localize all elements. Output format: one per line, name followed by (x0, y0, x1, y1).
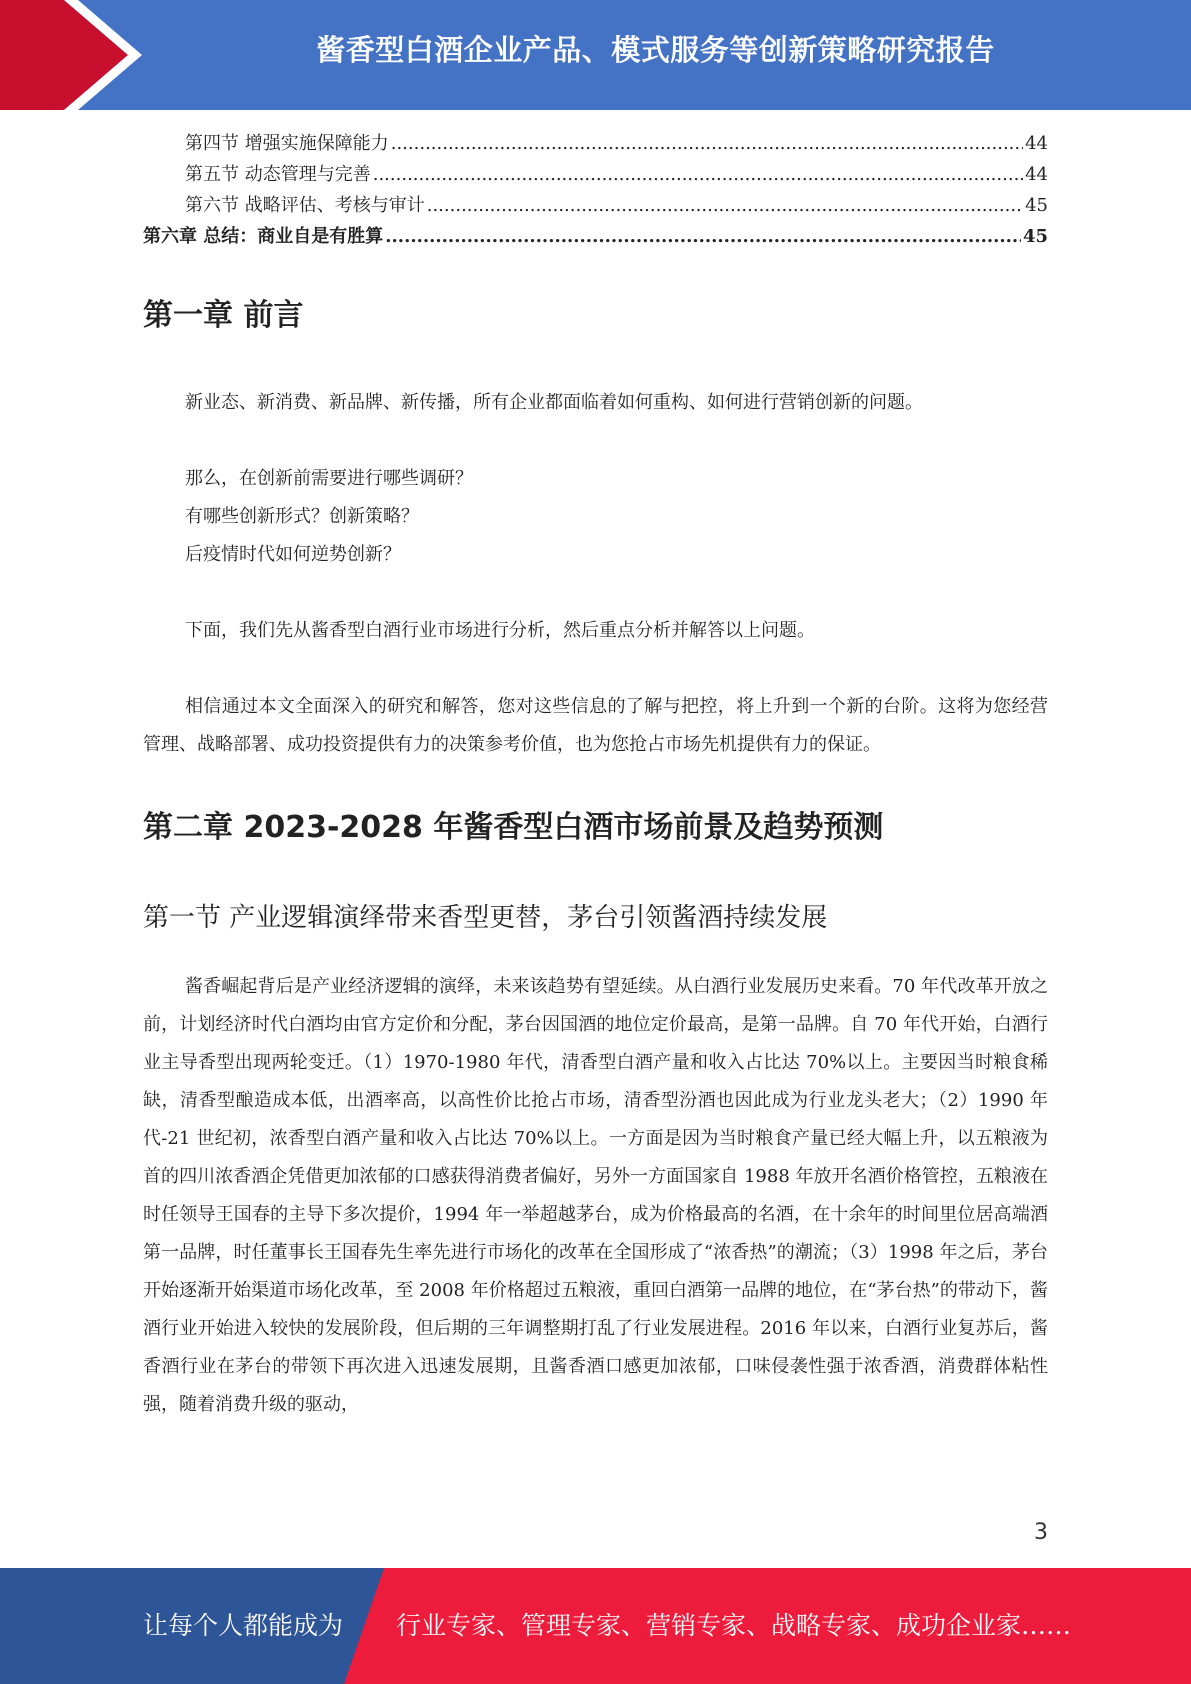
toc-entry-label: 第六节 战略评估、考核与审计 (185, 195, 425, 216)
toc-entry[interactable] (143, 128, 1048, 159)
toc-entry-label: 第五节 动态管理与完善 (185, 164, 371, 185)
toc-entry-chapter[interactable] (143, 221, 1048, 252)
toc-entry-label: 第六章 总结：商业自是有胜算 (143, 226, 384, 247)
chapter-2-title: 第二章 2023-2028 年酱香型白酒市场前景及趋势预测 (143, 810, 884, 845)
toc-dot-leader (427, 190, 1023, 221)
table-of-contents (143, 128, 1048, 252)
toc-entry[interactable] (143, 159, 1048, 190)
toc-dot-leader (391, 128, 1023, 159)
toc-entry-page: 44 (1025, 164, 1048, 185)
toc-entry-page: 45 (1022, 226, 1048, 247)
question-2: 有哪些创新形式？创新策略？ (185, 506, 419, 527)
footer-slogan-right: 行业专家、管理专家、营销专家、战略专家、成功企业家…… (396, 1611, 1072, 1640)
header-chevron-decoration (0, 0, 150, 110)
toc-entry-page: 45 (1025, 195, 1048, 216)
toc-entry[interactable] (143, 190, 1048, 221)
chapter-1-title: 第一章 前言 (143, 298, 304, 333)
footer-slogan-left: 让每个人都能成为 (143, 1611, 344, 1640)
analysis-paragraph: 下面，我们先从酱香型白酒行业市场进行分析，然后重点分析并解答以上问题。 (185, 620, 815, 641)
question-1: 那么，在创新前需要进行哪些调研？ (185, 468, 473, 489)
question-3: 后疫情时代如何逆势创新？ (185, 544, 401, 565)
footer-banner (0, 1568, 1191, 1684)
toc-dot-leader (373, 159, 1023, 190)
toc-entry-label: 第四节 增强实施保障能力 (185, 133, 389, 154)
page-number: 3 (1034, 1520, 1048, 1545)
report-title: 酱香型白酒企业产品、模式服务等创新策略研究报告 (316, 33, 995, 67)
toc-entry-page: 44 (1025, 133, 1048, 154)
value-paragraph: 相信通过本文全面深入的研究和解答，您对这些信息的了解与把控，将上升到一个新的台阶。这将为您经营管理、战略部署、成功投资提供有力的决策参考价值，也为您抢占市场先机提供有力的保证。 (143, 696, 1048, 755)
toc-dot-leader (385, 221, 1021, 252)
section-1-body: 酱香崛起背后是产业经济逻辑的演绎，未来该趋势有望延续。从白酒行业发展历史来看。70 年代改革开放之前，计划经济时代白酒均由官方定价和分配，茅台因国酒的地位定价最高，是第一品牌。自 70 年代开始，白酒行业主导香型出现两轮变迁。（1）1970-1980 年代，清香型白酒产量和收入占比达 70%以上。主要因当时粮食稀缺，清香型酿造成本低，出酒率高，以高性价比抢占市场，清香型汾酒也因此成为行业龙头老大；（2）1990 年代-21 世纪初，浓香型白酒产量和收入占比达 70%以上。一方面是因为当时粮食产量已经大幅上升，以五粮液为首的四川浓香酒企凭借更加浓郁的口感获得消费者偏好，另外一方面国家自 1988 年放开名酒价格管控，五粮液在时任领导王国春的主导下多次提价，1994 年一举超越茅台，成为价格最高的名酒，在十余年的时间里位居高端酒第一品牌，时任董事长王国春先生率先进行市场化的改革在全国形成了“浓香热”的潮流；（3）1998 年之后，茅台开始逐渐开始渠道市场化改革，至 2008 年价格超过五粮液，重回白酒第一品牌的地位，在“茅台热”的带动下，酱酒行业开始进入较快的发展阶段，但后期的三年调整期打乱了行业发展进程。2016 年以来，白酒行业复苏后，酱香酒行业在茅台的带领下再次进入迅速发展期，且酱香酒口感更加浓郁，口味侵袭性强于浓香酒，消费群体粘性强，随着消费升级的驱动， (143, 976, 1048, 1415)
header-banner (0, 0, 1191, 110)
section-1-title: 第一节 产业逻辑演绎带来香型更替，茅台引领酱酒持续发展 (143, 903, 828, 933)
intro-paragraph: 新业态、新消费、新品牌、新传播，所有企业都面临着如何重构、如何进行营销创新的问题。 (185, 392, 923, 413)
page-content (143, 128, 1048, 1424)
